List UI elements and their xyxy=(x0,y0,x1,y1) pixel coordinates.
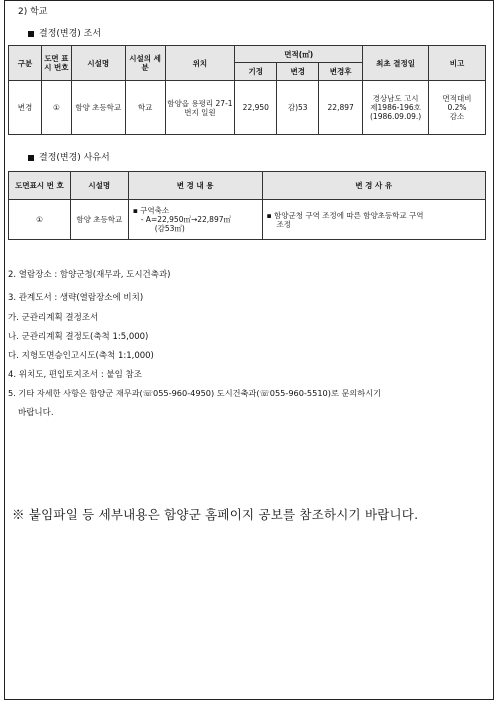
cell-first-decision xyxy=(363,81,429,135)
content-line1: ▪ 구역축소 xyxy=(132,206,170,215)
table-row xyxy=(9,81,486,135)
first-decision-line2: 제1986-196호 xyxy=(370,103,421,112)
first-decision-line3: (1986.09.09.) xyxy=(370,112,422,121)
square-bullet-icon xyxy=(28,155,34,161)
content-line3: (감53㎡) xyxy=(154,224,185,233)
table2-heading xyxy=(28,150,110,163)
cell-remark xyxy=(429,81,486,135)
col-reason: 변 경 사 유 xyxy=(262,172,486,200)
table-row xyxy=(9,200,486,240)
col-remark: 비고 xyxy=(429,46,486,81)
content-line2: - A=22,950㎡→22,897㎡ xyxy=(140,215,231,224)
col-location: 위치 xyxy=(165,46,235,81)
table1-heading xyxy=(28,26,101,39)
col-gubun: 구분 xyxy=(9,46,42,81)
item-contact-end: 바랍니다. xyxy=(18,408,54,418)
item-sub-b: 나. 군관리계획 결정도(축척 1:5,000) xyxy=(8,332,149,342)
cell-gubun: 변경 xyxy=(9,81,42,135)
remark-line3: 감소 xyxy=(449,112,465,121)
remark-line2: 0.2% xyxy=(447,103,467,112)
cell-area-after: 22,897 xyxy=(319,81,363,135)
item-viewing-place: 2. 열람장소 : 함양군청(재무과, 도시건축과) xyxy=(8,270,171,280)
col-dopyo: 도면 표시 번호 xyxy=(41,46,71,81)
col-area-change: 변경 xyxy=(277,63,319,81)
cell-dopyo: ① xyxy=(9,200,71,240)
item-contact: 5. 기타 자세한 사항은 함양군 재무과(☏055-960-4950) 도시건축과(☏055-960-5510)로 문의하시기 xyxy=(8,388,382,398)
first-decision-line1: 경상남도 고시 xyxy=(372,94,419,103)
decision-table xyxy=(8,45,486,135)
cell-facility: 함양 초등학교 xyxy=(70,200,128,240)
cell-location: 함양읍 용평리 27-1번지 일원 xyxy=(165,81,235,135)
col-facility: 시설명 xyxy=(71,46,125,81)
col-facility-detail: 시설의 세 분 xyxy=(125,46,165,81)
cell-area-change: 감)53 xyxy=(277,81,319,135)
reason-line2: 조정 xyxy=(276,219,291,229)
col-content: 변 경 내 용 xyxy=(128,172,262,200)
col-facility: 시설명 xyxy=(70,172,128,200)
cell-dopyo: ① xyxy=(41,81,71,135)
reason-table xyxy=(8,171,486,240)
remark-line1: 면적대비 xyxy=(442,94,472,103)
cell-facility-detail: 학교 xyxy=(125,81,165,135)
square-bullet-icon xyxy=(28,31,34,37)
item-sub-c: 다. 지형도면승인고시도(축척 1:1,000) xyxy=(8,351,154,361)
col-area-after: 변경후 xyxy=(319,63,363,81)
col-area-group: 면적(㎡) xyxy=(235,46,363,63)
cell-facility: 함양 초등학교 xyxy=(71,81,125,135)
table2-heading-text: 결정(변경) 사유서 xyxy=(39,153,110,163)
col-first-decision: 최초 결정일 xyxy=(363,46,429,81)
cell-reason xyxy=(262,200,486,240)
cell-content xyxy=(128,200,262,240)
col-dopyo: 도면표시 번 호 xyxy=(9,172,71,200)
section-title: 2) 학교 xyxy=(18,7,48,17)
reason-line1: ▪ 함양군청 구역 조정에 따른 함양초등학교 구역 xyxy=(266,210,424,220)
homepage-notice: ※ 붙임파일 등 세부내용은 함양군 홈페이지 공보를 참조하시기 바랍니다. xyxy=(12,507,419,522)
cell-area-existing: 22,950 xyxy=(235,81,277,135)
item-sub-a: 가. 군관리계획 결정조서 xyxy=(8,313,99,323)
table1-heading-text: 결정(변경) 조서 xyxy=(39,29,102,39)
item-related-docs: 3. 관계도서 : 생략(열람장소에 비치) xyxy=(8,293,144,303)
col-area-existing: 기정 xyxy=(235,63,277,81)
item-location-map: 4. 위치도, 편입토지조서 : 붙임 참조 xyxy=(8,370,142,380)
